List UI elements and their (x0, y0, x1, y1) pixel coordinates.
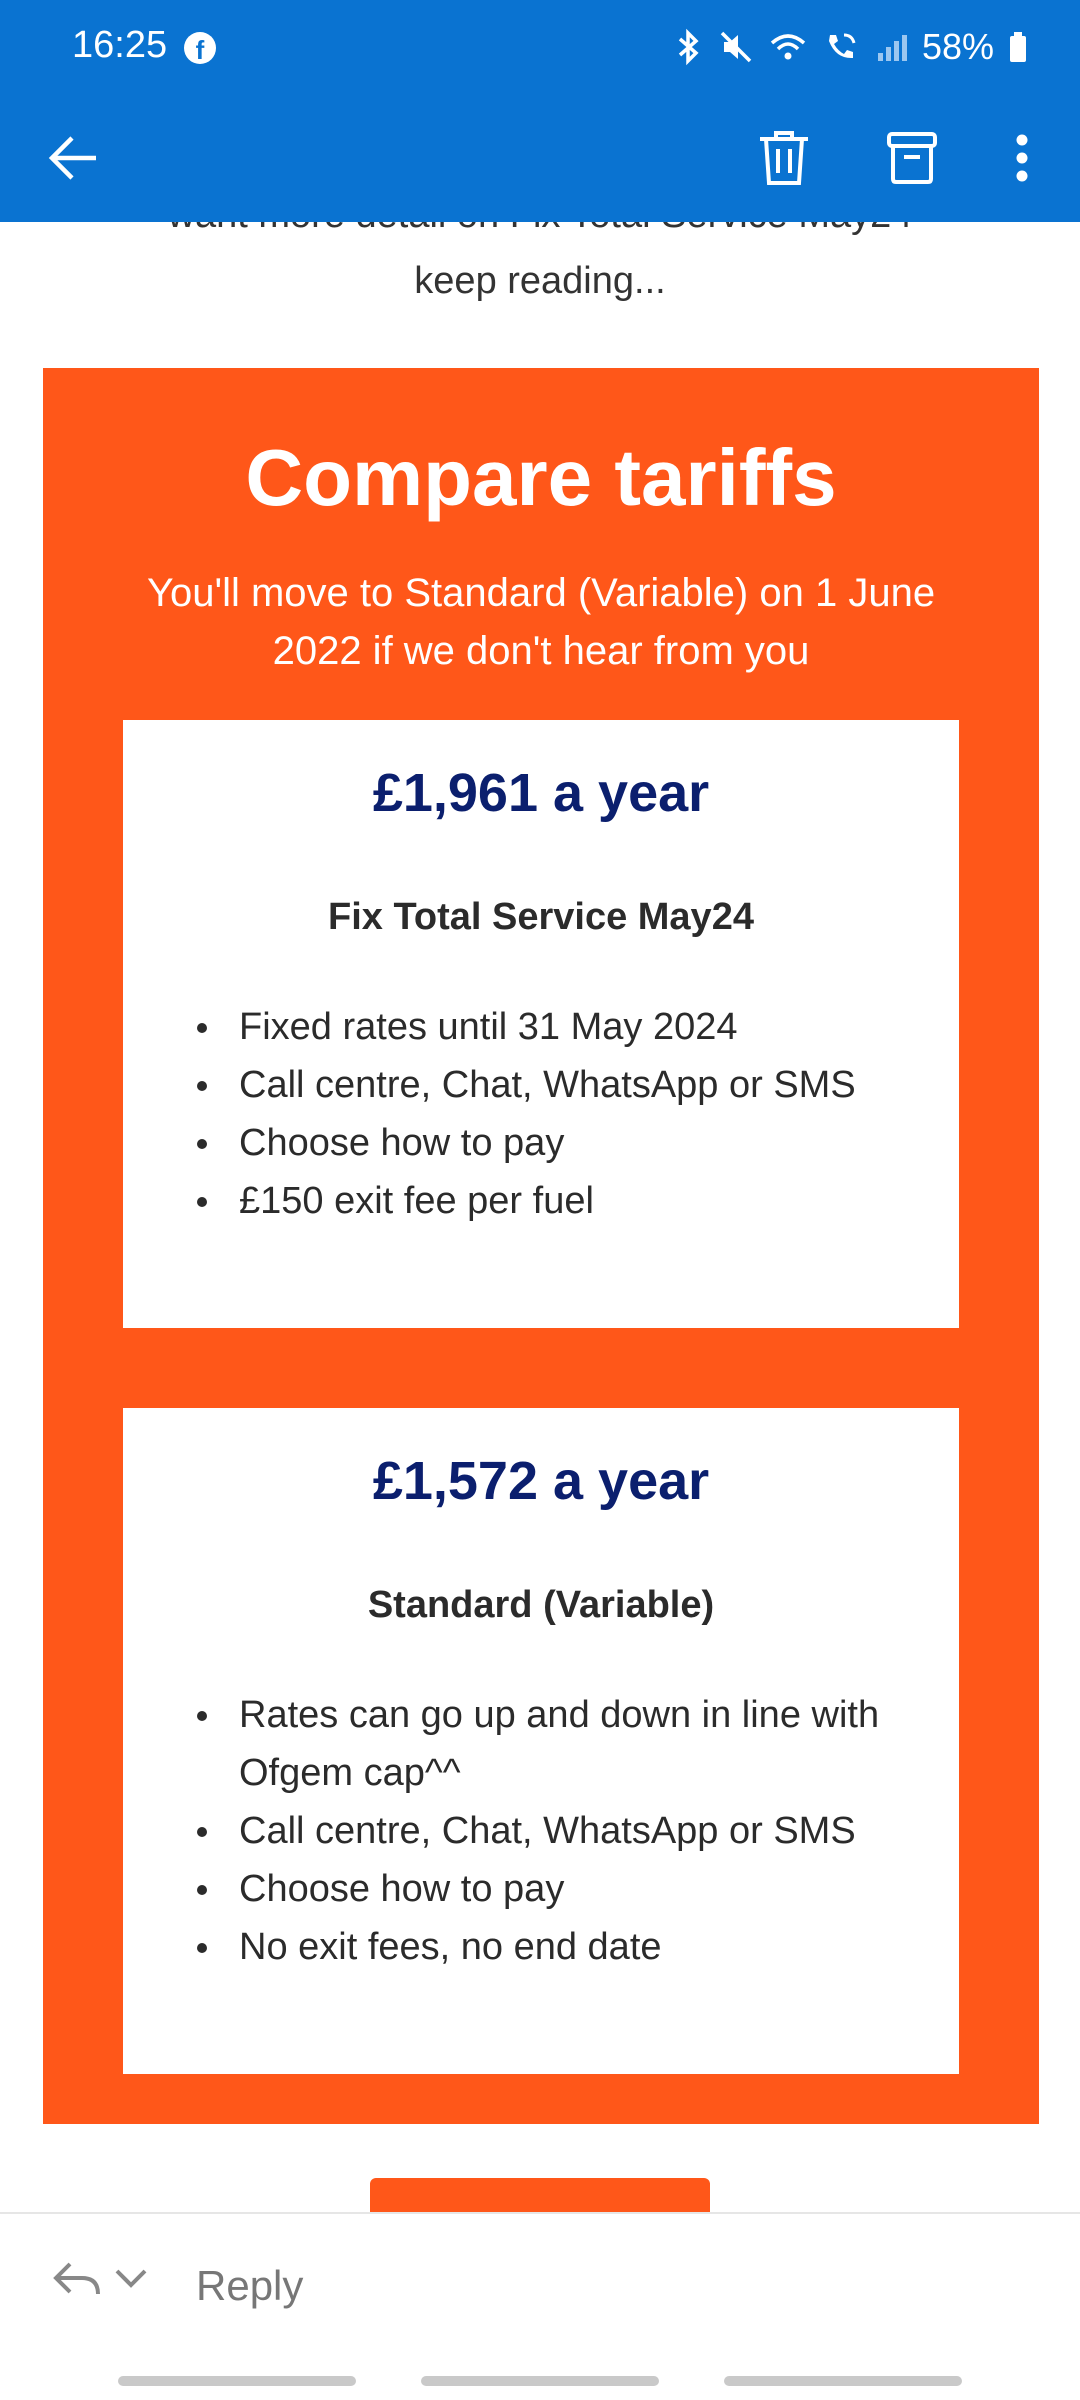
tariff-name: Fix Total Service May24 (328, 896, 754, 938)
reply-options-button[interactable] (52, 2258, 148, 2298)
wifi-icon (768, 29, 808, 65)
archive-button[interactable] (872, 118, 952, 198)
tariff-price: £1,572 a year (372, 1451, 710, 1511)
reply-bar (0, 2212, 1080, 2364)
bluetooth-icon (674, 29, 704, 65)
panel-subtitle: You'll move to Standard (Variable) on 1 June 2022 if we don't hear from you (146, 571, 936, 673)
tariff-features (197, 1686, 917, 1976)
feature-item: Rates can go up and down in line with Ofgem cap^^ (197, 1686, 917, 1802)
wifi-calling-icon (822, 29, 862, 65)
more-icon (1014, 133, 1030, 183)
signal-icon (876, 29, 908, 65)
feature-item: Call centre, Chat, WhatsApp or SMS (197, 1802, 917, 1860)
status-time: 16:25 (72, 24, 168, 66)
status-bar (0, 0, 1080, 95)
more-options-button[interactable] (982, 118, 1062, 198)
feature-item: Choose how to pay (197, 1860, 917, 1918)
tariff-name: Standard (Variable) (367, 1584, 715, 1626)
nav-gesture-pill[interactable] (421, 2376, 659, 2386)
facebook-icon: f (184, 32, 216, 64)
nav-gesture-pill[interactable] (118, 2376, 356, 2386)
chevron-down-icon (114, 2267, 148, 2289)
battery-percent: 58% (921, 26, 994, 67)
tariff-price: £1,961 a year (372, 763, 710, 823)
delete-button[interactable] (744, 118, 824, 198)
panel-title: Compare tariffs (245, 433, 837, 522)
battery-icon (1008, 29, 1028, 65)
feature-item: £150 exit fee per fuel (197, 1172, 917, 1230)
compare-tariffs-panel (43, 368, 1039, 2124)
tariff-features (197, 998, 917, 1230)
tariff-card-standard (123, 1408, 959, 2074)
back-button[interactable] (34, 118, 114, 198)
feature-item: Choose how to pay (197, 1114, 917, 1172)
email-body[interactable] (0, 222, 1080, 2212)
feature-item: Call centre, Chat, WhatsApp or SMS (197, 1056, 917, 1114)
tariff-card-fix (123, 720, 959, 1328)
delete-icon (758, 129, 810, 187)
feature-item: No exit fees, no end date (197, 1918, 917, 1976)
archive-icon (887, 131, 937, 185)
system-nav-bar (0, 2362, 1080, 2400)
feature-item: Fixed rates until 31 May 2024 (197, 998, 917, 1056)
reply-button[interactable]: Reply (196, 2262, 304, 2309)
top-bar (0, 0, 1080, 222)
mute-icon (718, 29, 754, 65)
back-arrow-icon (46, 130, 102, 186)
intro-line-2: keep reading... (414, 260, 666, 302)
status-icons (674, 22, 1028, 72)
nav-gesture-pill[interactable] (724, 2376, 962, 2386)
reply-icon (52, 2258, 102, 2298)
